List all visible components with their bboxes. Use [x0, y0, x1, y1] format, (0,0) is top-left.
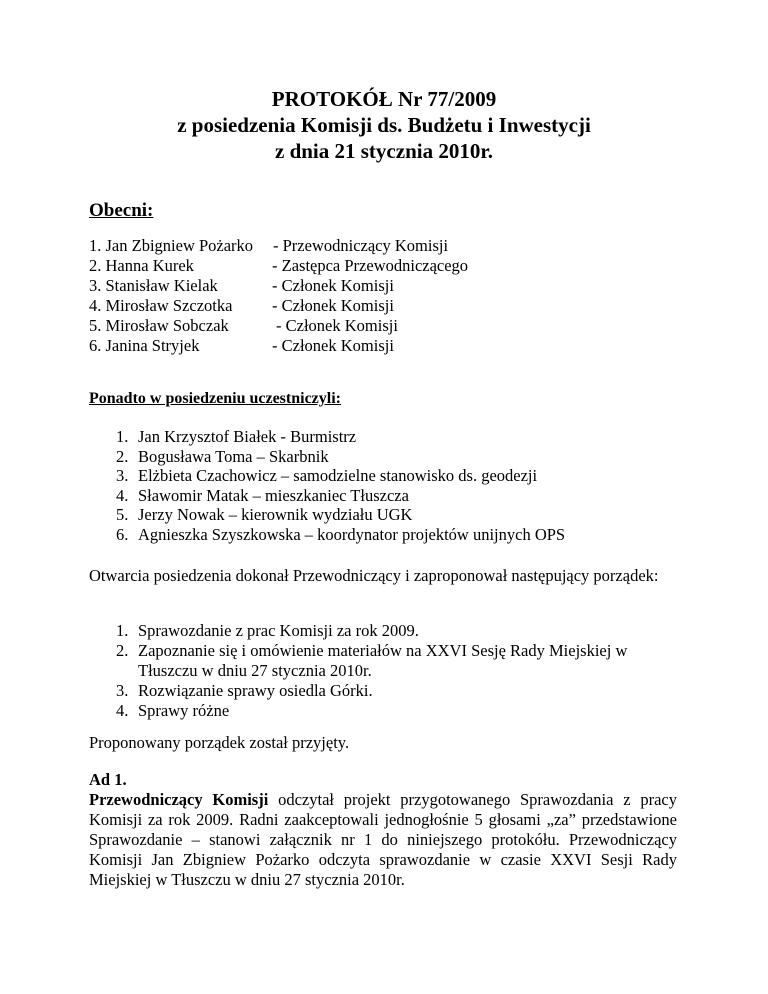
- item-number: 3.: [116, 466, 129, 485]
- opening-paragraph: Otwarcia posiedzenia dokonał Przewodniczący i zaproponował następujący porządek:: [89, 566, 659, 585]
- member-name: 5. Mirosław Sobczak: [89, 316, 229, 335]
- protocol-title: PROTOKÓŁ Nr 77/2009: [271, 87, 497, 111]
- member-name: 6. Janina Stryjek: [89, 336, 200, 355]
- item-number: 2.: [116, 641, 129, 660]
- bold-lead: Przewodniczący Komisji: [89, 790, 269, 809]
- item-text: Sławomir Matak – mieszkaniec Tłuszcza: [138, 485, 409, 505]
- member-role: - Członek Komisji: [272, 296, 394, 315]
- member-name: 2. Hanna Kurek: [89, 256, 194, 275]
- member-name: 3. Stanisław Kielak: [89, 276, 218, 295]
- ad1-paragraph: [89, 790, 677, 890]
- agenda-item: [89, 681, 689, 701]
- member-role: - Członek Komisji: [272, 276, 394, 295]
- agenda-list: [89, 621, 689, 721]
- agenda-item: [89, 621, 689, 641]
- item-text: Jerzy Nowak – kierownik wydziału UGK: [138, 505, 413, 524]
- section-heading-ad1: Ad 1.: [89, 770, 127, 789]
- item-text: Elżbieta Czachowicz – samodzielne stanowisko ds. geodezji: [138, 466, 538, 485]
- item-text: Jan Krzysztof Białek - Burmistrz: [138, 427, 357, 446]
- item-text: Rozwiązanie sprawy osiedla Górki.: [138, 681, 373, 700]
- item-text: Agnieszka Szyszkowska – koordynator projektów unijnych OPS: [138, 524, 566, 544]
- item-number: 1.: [116, 427, 129, 446]
- item-number: 6.: [116, 524, 129, 544]
- member-name: 4. Mirosław Szczotka: [89, 296, 233, 315]
- item-number: 4.: [116, 701, 129, 720]
- item-text: Sprawozdanie z prac Komisji za rok 2009.: [138, 621, 419, 640]
- item-text: Bogusława Toma – Skarbnik: [138, 446, 329, 466]
- item-number: 5.: [116, 505, 129, 524]
- protocol-subtitle: z posiedzenia Komisji ds. Budżetu i Inwestycji: [177, 113, 591, 137]
- item-text: Zapoznanie się i omówienie materiałów na XXVI Sesję Rady Miejskiej w Tłuszczu w dniu 27 stycznia 2010r.: [138, 641, 628, 680]
- member-role: - Członek Komisji: [272, 336, 394, 355]
- attendees-heading: Ponadto w posiedzeniu uczestniczyli:: [89, 390, 341, 407]
- item-text: Sprawy różne: [138, 701, 230, 720]
- item-number: 2.: [116, 446, 129, 466]
- ad1-text: odczytał projekt przygotowanego Sprawozdania z pracy Komisji za rok 2009. Radni zaakceptowali jednogłośnie 5 głosami „za” przedstawione Sprawozdanie – stanowi załącznik nr 1 do niniejszego protokółu. Przewodniczący Komisji Jan Zbigniew Pożarko odczyta sprawozdanie w czasie XXVI Sesji Rady Miejskiej w Tłuszczu w dniu 27 stycznia 2010r.: [89, 790, 677, 889]
- protocol-date: z dnia 21 stycznia 2010r.: [275, 139, 493, 163]
- agenda-item: [89, 641, 658, 681]
- accepted-paragraph: Proponowany porządek został przyjęty.: [89, 733, 350, 752]
- member-name: 1. Jan Zbigniew Pożarko: [89, 236, 254, 255]
- item-number: 4.: [116, 485, 129, 505]
- present-heading: Obecni:: [89, 200, 154, 221]
- member-role: - Zastępca Przewodniczącego: [272, 256, 469, 275]
- member-role: - Członek Komisji: [276, 316, 398, 335]
- member-role: - Przewodniczący Komisji: [273, 236, 449, 255]
- item-number: 3.: [116, 681, 129, 700]
- agenda-item: [89, 701, 689, 721]
- item-number: 1.: [116, 621, 129, 640]
